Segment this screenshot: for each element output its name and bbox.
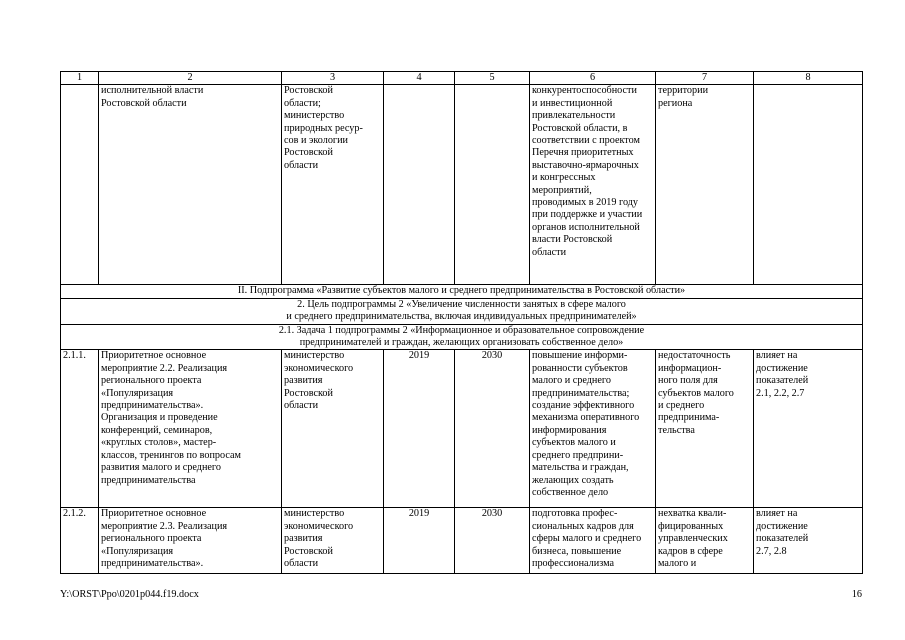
goal-row (61, 298, 863, 324)
page-number: 16 (851, 589, 862, 600)
col-number-4: 4 (384, 72, 455, 85)
cell-indicator-link: влияет на достижение показателей 2.1, 2.2, 2.7 (754, 350, 863, 508)
cell-indicator-link: влияет на достижение показателей 2.7, 2.8 (754, 508, 863, 574)
task-title: 2.1. Задача 1 подпрограммы 2 «Информационное и образовательное сопровождение предпринимателей и граждан, желающих организовать собственное дело» (61, 324, 863, 350)
cell-result: повышение информи- рованности субъектов малого и среднего предпринимательства; создание эффективного механизма оперативного информирования субъектов малого и среднего предприни- мательства и граждан, желающих создать собственное дело (530, 350, 656, 508)
cell-executor: министерство экономического развития Ростовской области (282, 350, 384, 508)
cell-empty (384, 85, 455, 285)
cell-result: подготовка профес- сиональных кадров для сферы малого и среднего бизнеса, повышение профессионализма (530, 508, 656, 574)
cell-result: конкурентоспособности и инвестиционной привлекательности Ростовской области, в соответствии с проектом Перечня приоритетных выставочно-ярмарочных и конгрессных мероприятий, проводимых в 2019 году при поддержке и участии органов исполнительной власти Ростовской области (530, 85, 656, 285)
cell-start-year: 2019 (384, 508, 455, 574)
column-numbers-row (61, 72, 863, 85)
cell-measure: Приоритетное основное мероприятие 2.2. Реализация регионального проекта «Популяризация предпринимательства». Организация и проведение конференций, семинаров, «круглых столов», мастер- классов, тренингов по вопросам развития малого и среднего предпринимательства (99, 350, 282, 508)
task-row (61, 324, 863, 350)
cell-end-year: 2030 (455, 508, 530, 574)
row-number: 2.1.1. (61, 350, 99, 508)
footer-file-path: Y:\ORST\Ppo\0201p044.f19.docx (60, 589, 199, 600)
col-number-6: 6 (530, 72, 656, 85)
cell-empty (754, 85, 863, 285)
table-row-continuation (61, 85, 863, 285)
col-number-8: 8 (754, 72, 863, 85)
row-number: 2.1.2. (61, 508, 99, 574)
cell-executor: Ростовской области; министерство природных ресур- сов и экологии Ростовской области (282, 85, 384, 285)
col-number-5: 5 (455, 72, 530, 85)
cell-start-year: 2019 (384, 350, 455, 508)
col-number-1: 1 (61, 72, 99, 85)
subprogram-row (61, 285, 863, 298)
cell-consequence: нехватка квали- фицированных управленческих кадров в сфере малого и (656, 508, 754, 574)
subprogram-title: II. Подпрограмма «Развитие субъектов малого и среднего предпринимательства в Ростовской области» (61, 285, 863, 298)
cell-end-year: 2030 (455, 350, 530, 508)
table-row (61, 508, 863, 574)
cell-empty (61, 85, 99, 285)
col-number-3: 3 (282, 72, 384, 85)
goal-title: 2. Цель подпрограммы 2 «Увеличение численности занятых в сфере малого и среднего предпринимательства, включая индивидуальных предпринимателей» (61, 298, 863, 324)
cell-consequence: недостаточность информацион- ного поля для субъектов малого и среднего предпринима- тельства (656, 350, 754, 508)
cell-executor: министерство экономического развития Ростовской области (282, 508, 384, 574)
table-row (61, 350, 863, 508)
cell-measure: исполнительной власти Ростовской области (99, 85, 282, 285)
col-number-7: 7 (656, 72, 754, 85)
program-table (60, 71, 863, 574)
cell-measure: Приоритетное основное мероприятие 2.3. Реализация регионального проекта «Популяризация предпринимательства». (99, 508, 282, 574)
col-number-2: 2 (99, 72, 282, 85)
cell-empty (455, 85, 530, 285)
cell-consequence: территории региона (656, 85, 754, 285)
